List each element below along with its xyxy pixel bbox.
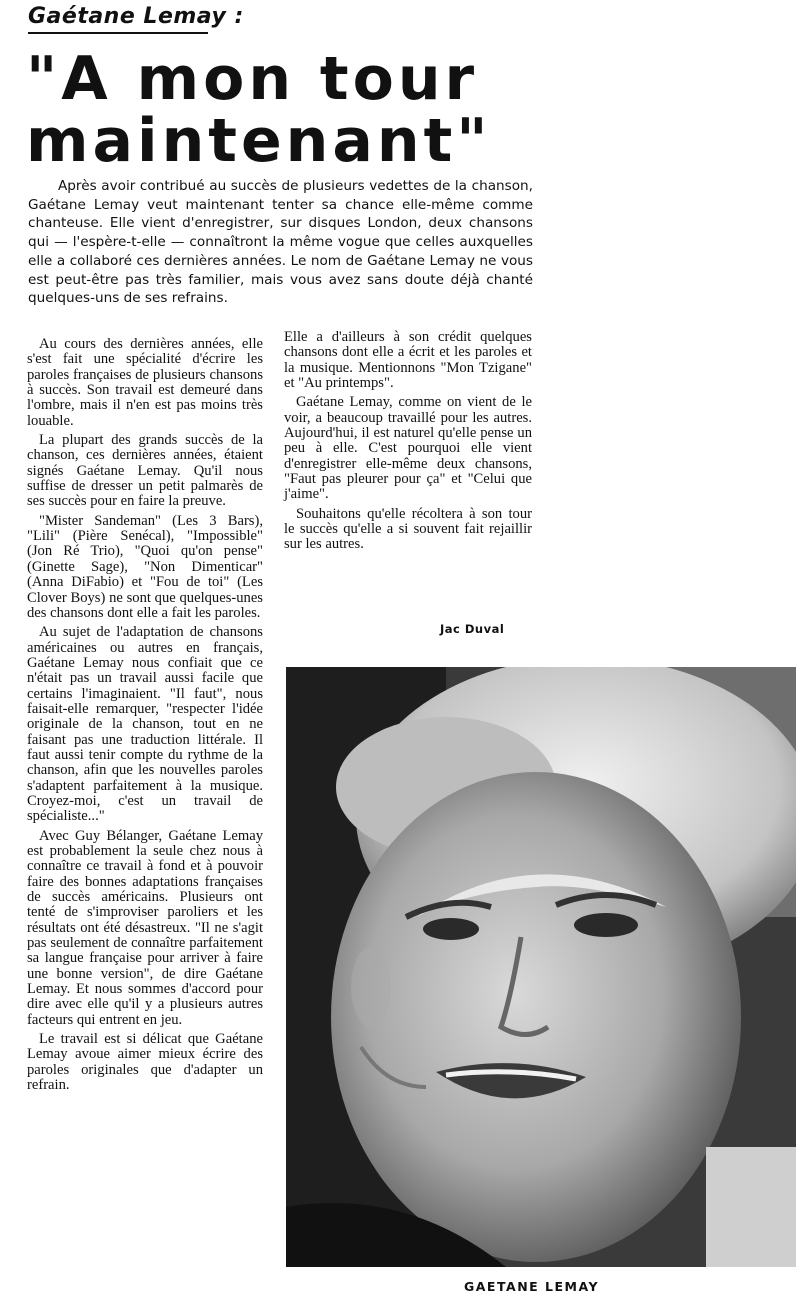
byline: Jac Duval	[440, 622, 505, 636]
column-1-paragraph: Le travail est si délicat que Gaétane Lemay avoue aimer mieux écrire des paroles originales que d'adapter un refrain.	[27, 1031, 263, 1094]
column-1-paragraph: Avec Guy Bélanger, Gaétane Lemay est probablement la seule chez nous à connaître ce travail à fond et à pouvoir faire des bonnes adaptations françaises de succès américains. Plusieurs ont tenté de s'improviser paroliers et les résultats ont été désastreux. "Il ne s'agit pas seulement de connaître parfaitement sa langue française pour arriver à faire une bonne version", de dire Gaétane Lemay. Et nous sommes d'accord pour dire avec elle qu'il y a plusieurs autres facteurs qui entrent en jeu.	[27, 827, 263, 1028]
lede-paragraph: Après avoir contribué au succès de plusieurs vedettes de la chanson, Gaétane Lemay veut maintenant tenter sa chance elle-même comme chanteuse. Elle vient d'enregistrer, sur disques London, deux chansons qui — l'espère-t-elle — connaîtront la même vogue que celles auxquelles elle a collaboré ces dernières années. Le nom de Gaétane Lemay ne vous est peut-être pas très familier, mais vous avez sans doute déjà chanté quelques-uns de ses refrains.	[28, 178, 533, 307]
column-1-paragraph: Au cours des dernières années, elle s'est fait une spécialité d'écrire les paroles françaises de plusieurs chansons à succès. Son travail est demeuré dans l'ombre, mais il n'en est pas moins très louable.	[27, 336, 263, 429]
column-1-paragraph: "Mister Sandeman" (Les 3 Bars), "Lili" (Pière Senécal), "Impossible" (Jon Ré Trio), "Quoi qu'on pense" (Ginette Sage), "Non Dimenticar" (Anna DiFabio) et "Fou de toi" (Les Clover Boys) ne sont que quelques-unes des chansons dont elle a fait les paroles.	[27, 512, 263, 621]
headline-line-1: "A mon tour	[26, 44, 479, 114]
headline	[26, 44, 546, 176]
column-2-paragraph: Souhaitons qu'elle récoltera à son tour le succès qu'elle a si souvent fait rejaillir sur les autres.	[284, 505, 532, 553]
article-column-2	[284, 330, 532, 557]
column-2-paragraph: Gaétane Lemay, comme on vient de le voir, a beaucoup travaillé pour les autres. Aujourd'hui, il est naturel qu'elle pense un peu à elle. C'est pourquoi elle vient d'enregistrer elle-même deux chansons, "Faut pas pleurer pour ça" et "Celui que j'aime".	[284, 394, 532, 503]
kicker: Gaétane Lemay :	[28, 4, 208, 34]
photo-caption: GAETANE LEMAY	[464, 1279, 600, 1294]
column-1-paragraph: La plupart des grands succès de la chanson, ces dernières années, étaient signés Gaétane Lemay. Qu'il nous suffise de dresser un petit palmarès de ses succès pour en faire la preuve.	[27, 432, 263, 510]
portrait-photo-illustration	[286, 667, 796, 1267]
headline-line-2: maintenant"	[26, 106, 492, 176]
column-1-paragraph: Au sujet de l'adaptation de chansons américaines ou autres en français, Gaétane Lemay nous confiait que ce n'était pas un travail aussi facile que certains l'imaginaient. "Il faut", nous faisait-elle remarquer, "respecter l'idée originale de la chanson, tout en ne faisant pas une traduction littérale. Il faut aussi tenir compte du rythme de la chanson, afin que les nouvelles paroles s'adaptent parfaitement à la musique. Croyez-moi, c'est un travail de spécialiste..."	[27, 624, 263, 825]
portrait-photo	[286, 667, 796, 1267]
column-2-paragraph: Elle a d'ailleurs à son crédit quelques chansons dont elle a écrit et les paroles et la musique. Mentionnons "Mon Tzigane" et "Au printemps".	[284, 329, 532, 392]
article-column-1	[27, 337, 263, 1098]
